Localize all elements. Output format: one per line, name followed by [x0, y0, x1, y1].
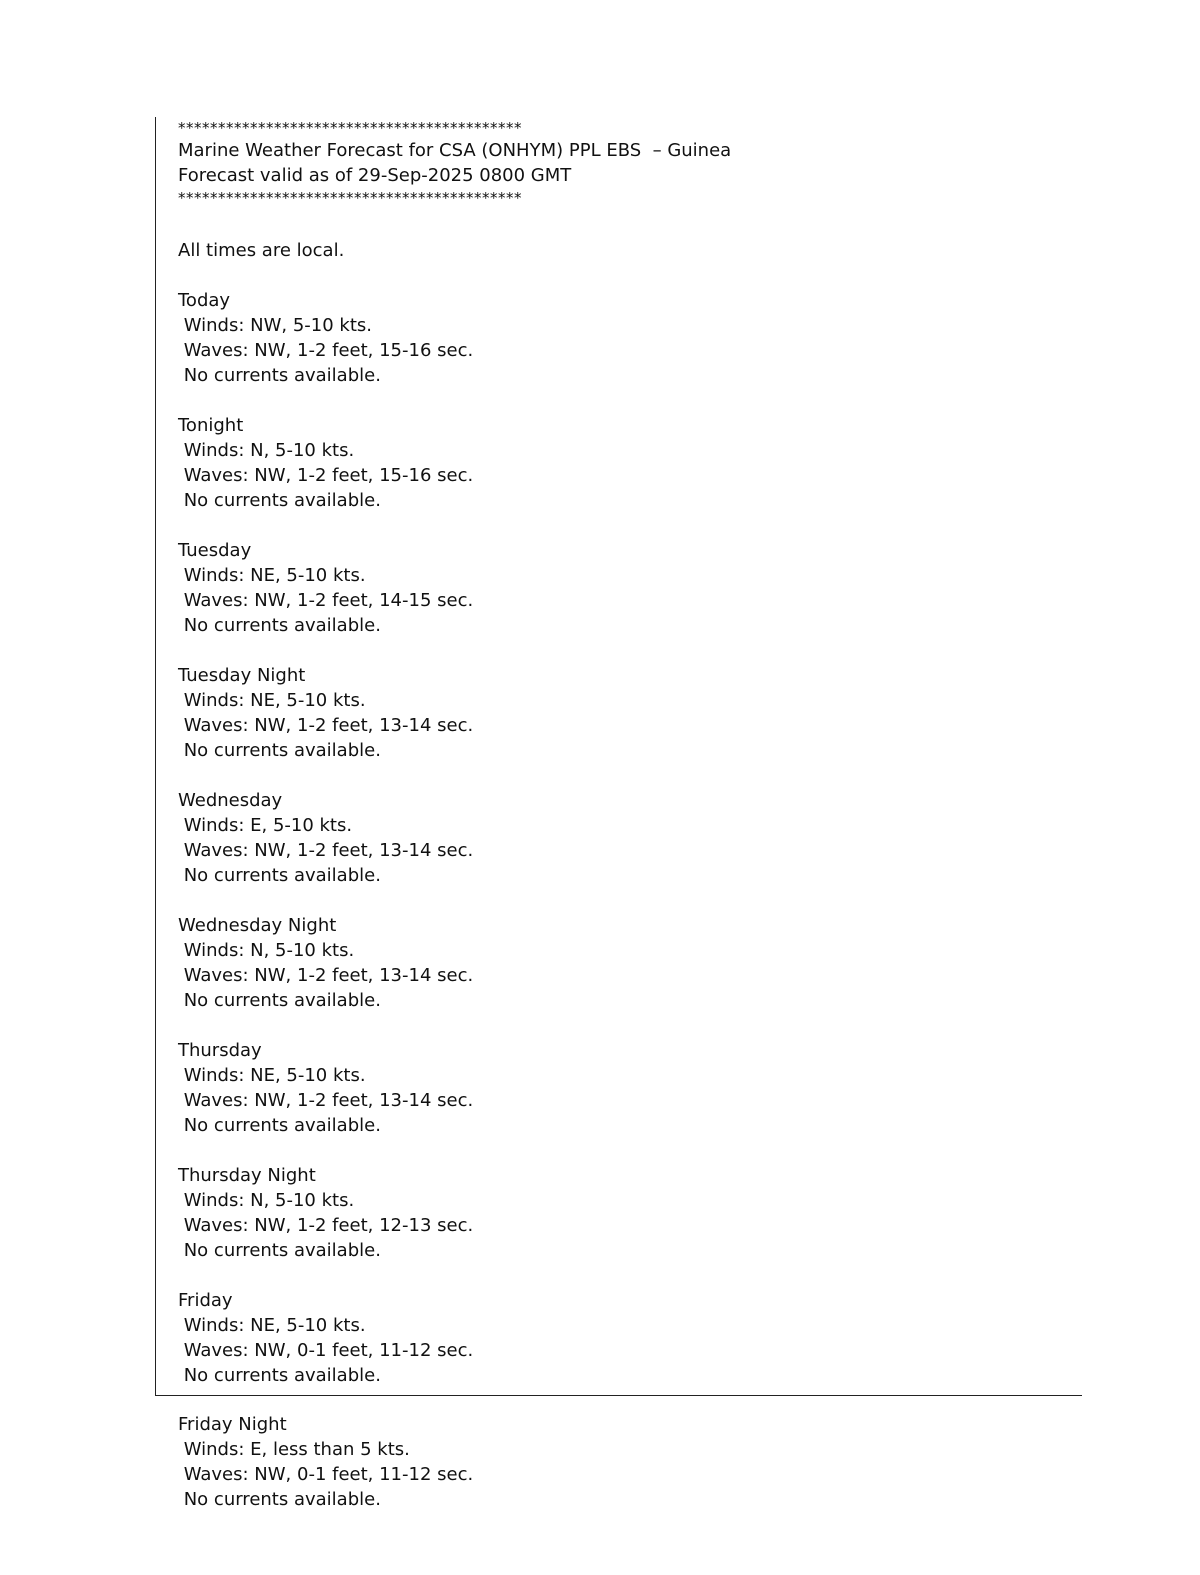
period-winds: Winds: E, 5-10 kts. [178, 815, 353, 836]
period-name: Wednesday [178, 790, 283, 811]
period-currents: No currents available. [178, 365, 381, 386]
period-winds: Winds: NW, 5-10 kts. [178, 315, 372, 336]
period-waves: Waves: NW, 1-2 feet, 13-14 sec. [178, 715, 474, 736]
period-currents: No currents available. [178, 740, 381, 761]
period-currents: No currents available. [178, 1489, 381, 1510]
period-waves: Waves: NW, 0-1 feet, 11-12 sec. [178, 1464, 474, 1485]
period-name: Tuesday Night [178, 665, 306, 686]
period-winds: Winds: NE, 5-10 kts. [178, 1315, 366, 1336]
spacer [178, 1013, 1058, 1038]
forecast-period [178, 1038, 1058, 1138]
period-name: Wednesday Night [178, 915, 337, 936]
period-name: Friday [178, 1290, 233, 1311]
period-currents: No currents available. [178, 615, 381, 636]
period-name: Tuesday [178, 540, 252, 561]
period-waves: Waves: NW, 0-1 feet, 11-12 sec. [178, 1340, 474, 1361]
period-winds: Winds: NE, 5-10 kts. [178, 565, 366, 586]
period-name: Friday Night [178, 1414, 287, 1435]
period-currents: No currents available. [178, 990, 381, 1011]
period-waves: Waves: NW, 1-2 feet, 13-14 sec. [178, 1090, 474, 1111]
spacer [178, 638, 1058, 663]
spacer [178, 388, 1058, 413]
forecast-body-continued [178, 1412, 1058, 1512]
forecast-period [178, 663, 1058, 763]
period-currents: No currents available. [178, 865, 381, 886]
period-name: Today [178, 290, 231, 311]
period-winds: Winds: N, 5-10 kts. [178, 940, 355, 961]
spacer [178, 1263, 1058, 1288]
spacer [178, 208, 1058, 238]
period-currents: No currents available. [178, 1115, 381, 1136]
period-waves: Waves: NW, 1-2 feet, 12-13 sec. [178, 1215, 474, 1236]
period-currents: No currents available. [178, 1240, 381, 1261]
period-waves: Waves: NW, 1-2 feet, 15-16 sec. [178, 465, 474, 486]
header-stars-bottom: ******************************************* [178, 189, 522, 207]
period-waves: Waves: NW, 1-2 feet, 13-14 sec. [178, 965, 474, 986]
spacer [178, 888, 1058, 913]
frame-left-border [155, 117, 156, 1395]
header-stars-top: ******************************************* [178, 119, 522, 137]
period-winds: Winds: E, less than 5 kts. [178, 1439, 410, 1460]
forecast-period [178, 788, 1058, 888]
times-note: All times are local. [178, 240, 345, 261]
forecast-title: Marine Weather Forecast for CSA (ONHYM) PPL EBS – Guinea [178, 140, 732, 161]
forecast-period [178, 413, 1058, 513]
spacer [178, 263, 1058, 288]
forecast-body [178, 118, 1058, 1388]
forecast-period [178, 1412, 1058, 1512]
forecast-period [178, 288, 1058, 388]
forecast-period [178, 1163, 1058, 1263]
period-winds: Winds: N, 5-10 kts. [178, 1190, 355, 1211]
forecast-valid-time: Forecast valid as of 29-Sep-2025 0800 GMT [178, 165, 572, 186]
period-winds: Winds: NE, 5-10 kts. [178, 1065, 366, 1086]
period-waves: Waves: NW, 1-2 feet, 14-15 sec. [178, 590, 474, 611]
period-winds: Winds: NE, 5-10 kts. [178, 690, 366, 711]
spacer [178, 513, 1058, 538]
period-name: Thursday [178, 1040, 262, 1061]
period-currents: No currents available. [178, 490, 381, 511]
period-winds: Winds: N, 5-10 kts. [178, 440, 355, 461]
period-name: Tonight [178, 415, 244, 436]
spacer [178, 1138, 1058, 1163]
forecast-period [178, 538, 1058, 638]
period-name: Thursday Night [178, 1165, 316, 1186]
forecast-period [178, 913, 1058, 1013]
spacer [178, 763, 1058, 788]
period-currents: No currents available. [178, 1365, 381, 1386]
frame-bottom-border [155, 1395, 1082, 1396]
period-waves: Waves: NW, 1-2 feet, 13-14 sec. [178, 840, 474, 861]
forecast-period [178, 1288, 1058, 1388]
period-waves: Waves: NW, 1-2 feet, 15-16 sec. [178, 340, 474, 361]
